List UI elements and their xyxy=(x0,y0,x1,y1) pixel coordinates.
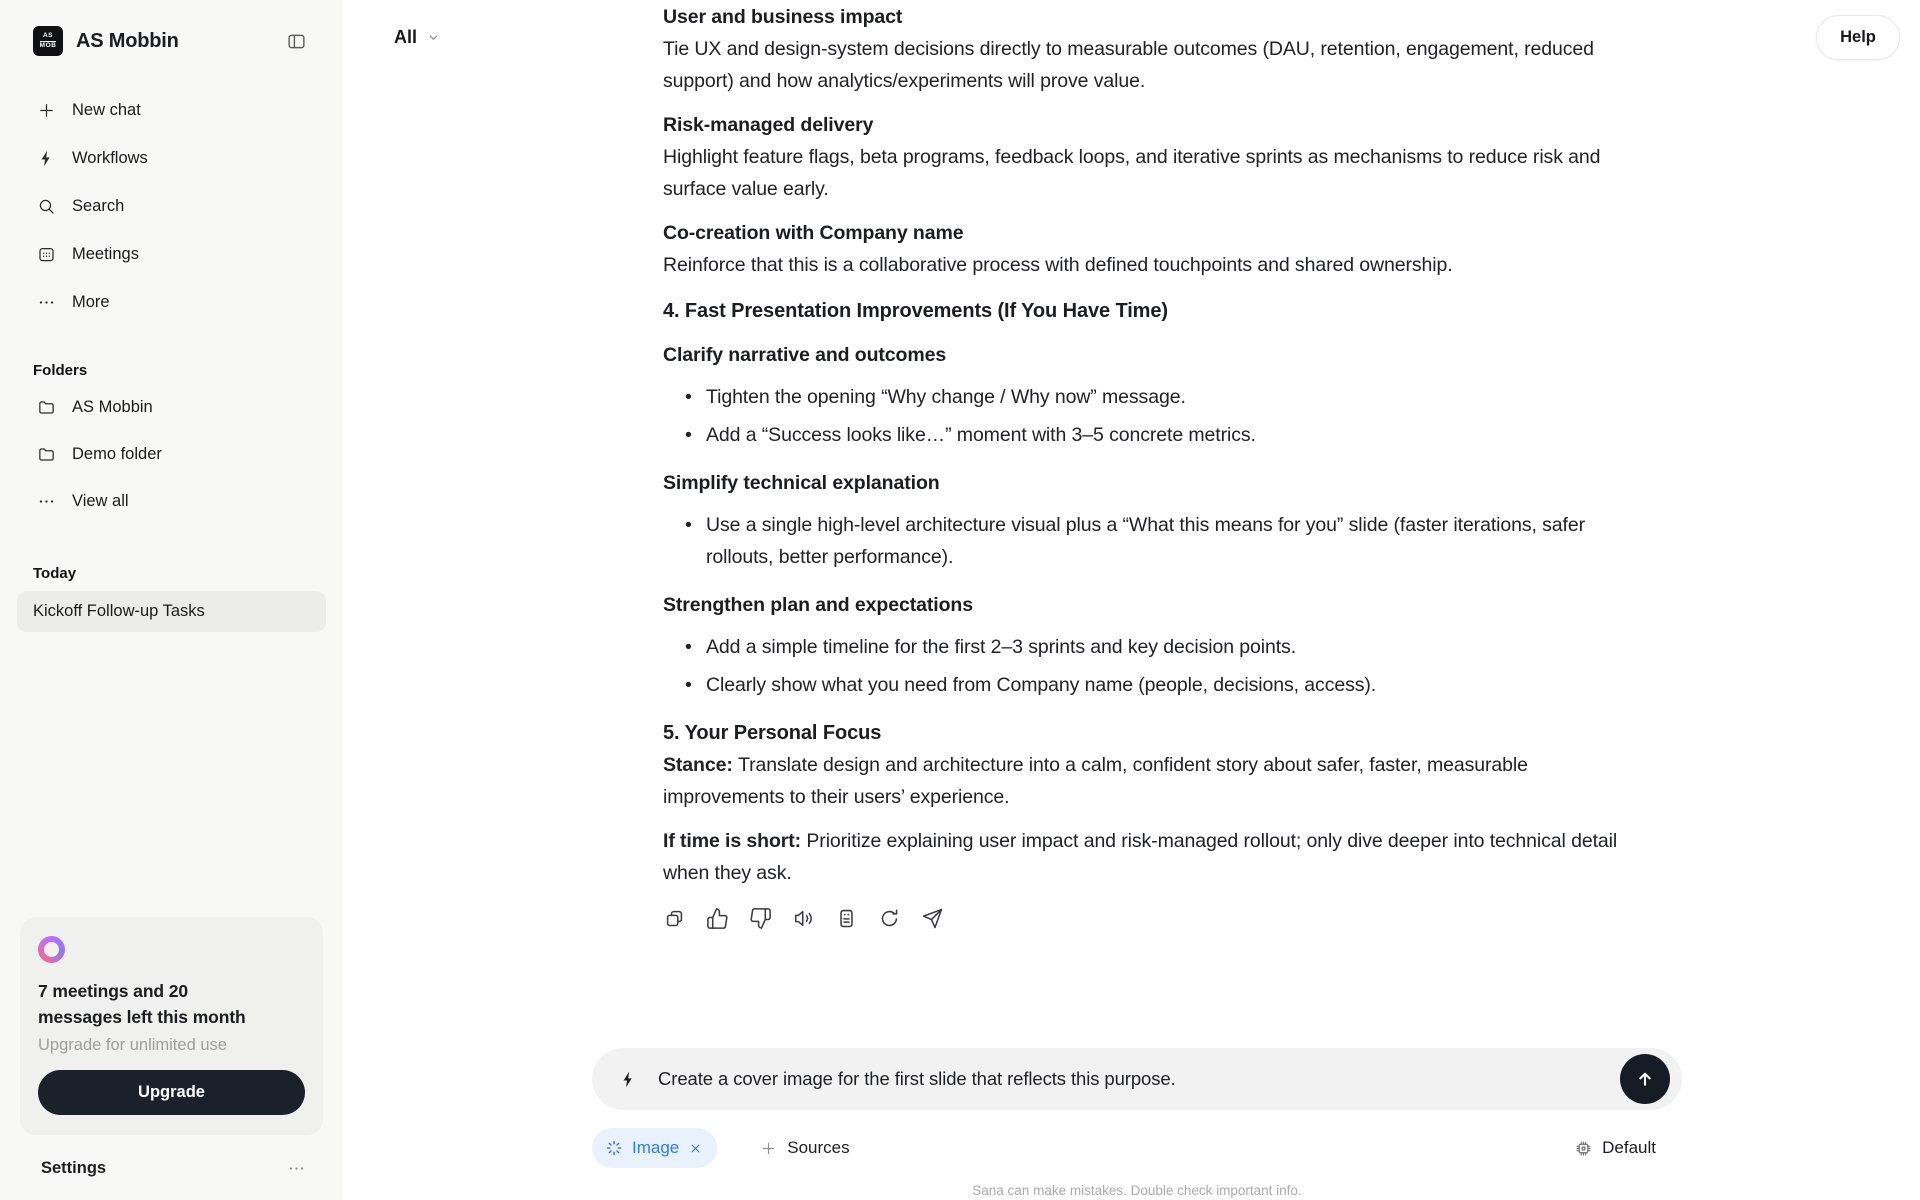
section-heading: Simplify technical explanation xyxy=(663,472,940,494)
sidebar-footer xyxy=(0,917,343,1200)
sidebar-item-label: View all xyxy=(72,492,129,510)
image-chip-label: Image xyxy=(632,1138,680,1157)
arrow-up-icon xyxy=(1634,1068,1656,1090)
paragraph: Reinforce that this is a collaborative process with defined touchpoints and shared ownership. xyxy=(663,254,1453,276)
calendar-icon xyxy=(36,245,56,264)
section-heading: User and business impact xyxy=(663,6,903,28)
composer-options xyxy=(592,1128,1682,1168)
read-aloud-button[interactable] xyxy=(792,907,815,930)
settings-button[interactable]: Settings xyxy=(41,1159,107,1177)
usage-ring-icon xyxy=(38,936,65,963)
bolt-icon xyxy=(36,149,56,168)
thumbs-up-button[interactable] xyxy=(706,907,729,930)
folders-list xyxy=(0,384,343,525)
history-item[interactable]: Kickoff Follow-up Tasks xyxy=(17,591,326,632)
bullet-list xyxy=(663,631,1633,701)
section-heading: 5. Your Personal Focus xyxy=(663,722,882,744)
usage-card xyxy=(20,917,323,1135)
bullet-list xyxy=(663,381,1633,451)
share-button[interactable] xyxy=(921,907,944,930)
copy-button[interactable] xyxy=(663,907,686,930)
folders-section xyxy=(0,362,343,525)
bolt-icon xyxy=(619,1070,638,1089)
usage-subtitle: Upgrade for unlimited use xyxy=(38,1036,227,1054)
settings-row xyxy=(20,1135,323,1186)
retry-button[interactable] xyxy=(878,907,901,930)
today-section xyxy=(0,565,343,632)
sidebar-item-meetings[interactable] xyxy=(0,230,343,278)
sidebar-item-label: Search xyxy=(72,196,125,215)
section-heading: Clarify narrative and outcomes xyxy=(663,344,947,366)
paragraph: Stance: Translate design and architecture into a calm, confident story about safer, faster, measurable improvements to their users’ experience. xyxy=(663,754,1528,808)
sidebar-item-view-all[interactable] xyxy=(0,478,343,525)
bullet-item: • Clearly show what you need from Company name (people, decisions, access). xyxy=(685,669,1633,701)
sidebar-item-label: More xyxy=(72,292,110,311)
search-icon xyxy=(36,197,56,216)
settings-more-icon[interactable] xyxy=(287,1159,306,1178)
bullet-item: • Add a simple timeline for the first 2–3 sprints and key decision points. xyxy=(685,631,1633,663)
copy-icon xyxy=(663,907,686,930)
section-heading: Risk-managed delivery xyxy=(663,114,874,136)
folder-icon xyxy=(36,398,56,417)
sidebar-header xyxy=(0,0,343,56)
upgrade-button[interactable]: Upgrade xyxy=(38,1070,305,1115)
section-heading: Strengthen plan and expectations xyxy=(663,594,973,616)
sidebar-item-as-mobbin[interactable] xyxy=(0,384,343,431)
ellipsis-icon xyxy=(36,293,56,312)
sidebar-item-search[interactable] xyxy=(0,182,343,230)
retry-icon xyxy=(878,907,901,930)
logo-text-top: AS xyxy=(42,31,54,39)
plus-icon xyxy=(760,1140,777,1157)
bullet-item: • Use a single high-level architecture visual plus a “What this means for you” slide (faster iterations, safer rollouts, better performance). xyxy=(685,509,1633,573)
bullet-list xyxy=(663,509,1633,573)
sources-label: Sources xyxy=(787,1138,850,1157)
read-aloud-icon xyxy=(792,907,815,930)
sidebar-item-new-chat[interactable] xyxy=(0,86,343,134)
sidebar-item-workflows[interactable] xyxy=(0,134,343,182)
collapse-sidebar-icon[interactable] xyxy=(286,31,307,52)
sidebar-item-label: New chat xyxy=(72,100,141,119)
chat-message xyxy=(663,0,1633,1042)
today-label: Today xyxy=(33,565,77,582)
model-label: Default xyxy=(1602,1138,1656,1157)
usage-title: 7 meetings and 20 messages left this month xyxy=(38,981,246,1027)
section-heading: 4. Fast Presentation Improvements (If You Have Time) xyxy=(663,300,1168,322)
ellipsis-icon xyxy=(36,492,56,511)
sparkle-icon xyxy=(605,1139,623,1157)
bullet-item: • Add a “Success looks like…” moment with 3–5 concrete metrics. xyxy=(685,419,1633,451)
sidebar-item-more[interactable] xyxy=(0,278,343,326)
sidebar-menu xyxy=(0,86,343,326)
sidebar-item-label: Workflows xyxy=(72,148,148,167)
plus-icon xyxy=(36,101,56,120)
message-input-bar[interactable] xyxy=(592,1048,1682,1110)
workspace-title: AS Mobbin xyxy=(76,29,179,52)
paragraph: Tie UX and design-system decisions directly to measurable outcomes (DAU, retention, engagement, reduced support) and how analytics/experiments will prove value. xyxy=(663,38,1594,92)
composer xyxy=(592,1048,1682,1198)
send-button[interactable] xyxy=(1620,1054,1670,1104)
bullet-item: • Tighten the opening “Why change / Why now” message. xyxy=(685,381,1633,413)
section-heading: Co-creation with Company name xyxy=(663,222,964,244)
workspace-logo xyxy=(33,26,63,56)
folders-label: Folders xyxy=(33,362,88,379)
filter-dropdown[interactable] xyxy=(388,26,447,49)
thumbs-down-button[interactable] xyxy=(749,907,772,930)
sidebar-item-demo-folder[interactable] xyxy=(0,431,343,478)
model-selector[interactable] xyxy=(1568,1137,1662,1159)
message-actions xyxy=(663,907,1633,930)
share-icon xyxy=(921,907,944,930)
close-icon[interactable] xyxy=(688,1141,703,1156)
thumbs-up-icon xyxy=(706,907,729,930)
chevron-down-icon xyxy=(426,30,441,45)
history-list xyxy=(0,591,343,632)
paragraph: Highlight feature flags, beta programs, feedback loops, and iterative sprints as mechanisms to reduce risk and surface value early. xyxy=(663,146,1601,200)
disclaimer-text: Sana can make mistakes. Double check important info. xyxy=(972,1183,1302,1198)
thumbs-down-icon xyxy=(749,907,772,930)
sidebar-item-label: AS Mobbin xyxy=(72,398,153,416)
cpu-chip-icon xyxy=(1574,1139,1593,1158)
filter-label: All xyxy=(394,27,418,47)
help-button[interactable]: Help xyxy=(1816,15,1900,60)
image-mode-chip[interactable] xyxy=(592,1128,717,1168)
paragraph: If time is short: Prioritize explaining user impact and risk-managed rollout; only dive deeper into technical detail when they ask. xyxy=(663,830,1618,884)
sidebar xyxy=(0,0,343,1200)
add-sources-button[interactable] xyxy=(754,1137,855,1159)
sidebar-item-label: Demo folder xyxy=(72,445,162,463)
folder-icon xyxy=(36,445,56,464)
transcript-icon xyxy=(835,907,858,930)
logo-text-bottom: MOB xyxy=(39,42,57,49)
composer-input[interactable] xyxy=(656,1067,1620,1091)
sidebar-item-label: Meetings xyxy=(72,244,139,263)
transcript-button[interactable] xyxy=(835,907,858,930)
